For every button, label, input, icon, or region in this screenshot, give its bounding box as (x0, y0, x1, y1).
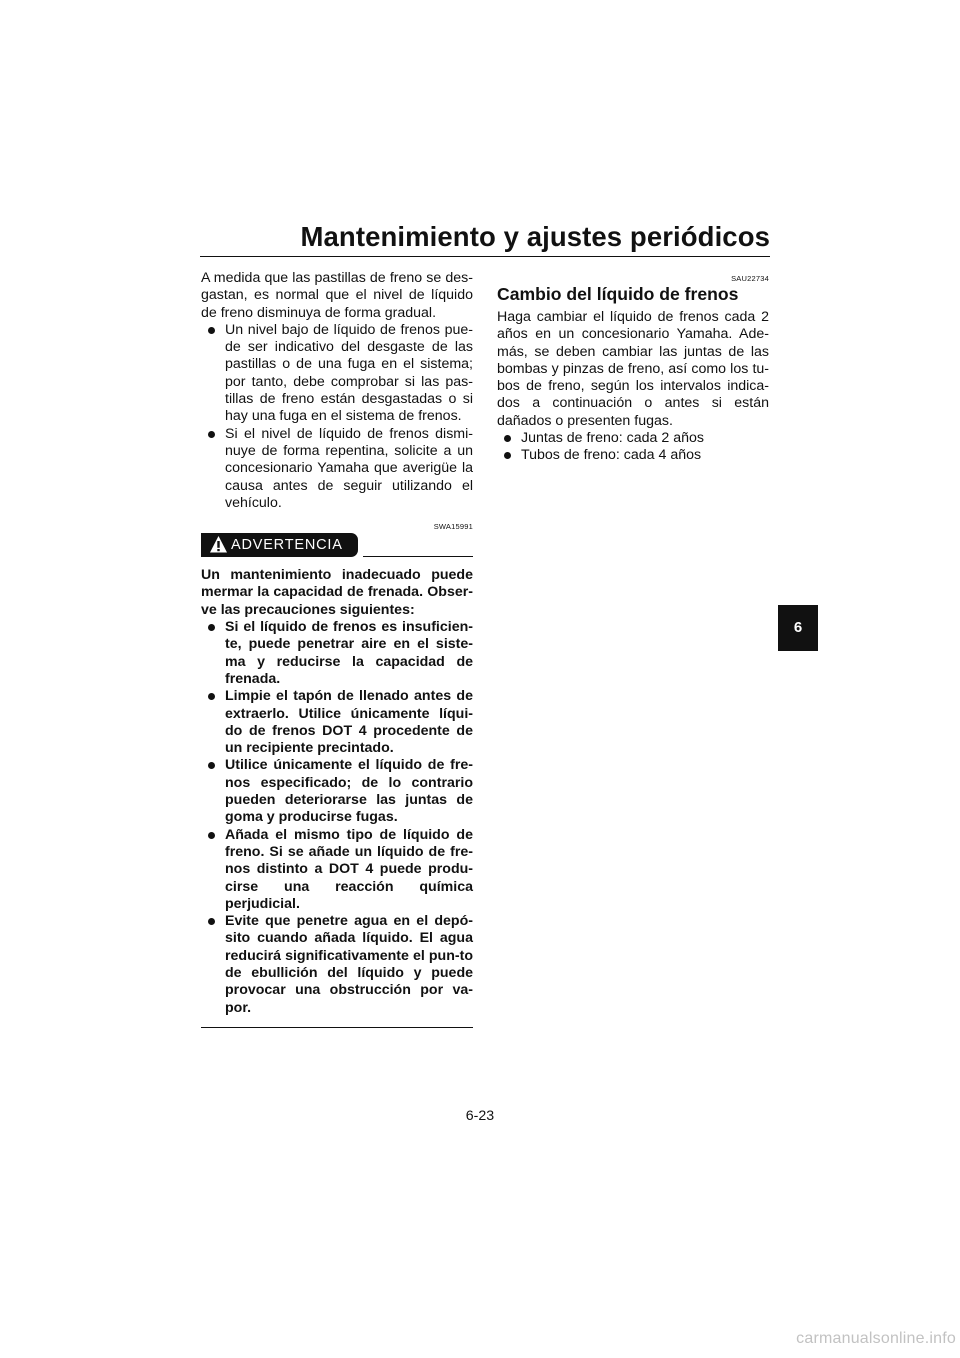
bullet-icon (504, 435, 511, 442)
warning-bottom-rule (201, 1027, 473, 1028)
bullet-icon (208, 431, 215, 438)
level-bullet-list (201, 322, 473, 512)
warning-item: Limpie el tapón de llenado antes de extraerlo. Utilice únicamente líqui-do de frenos DOT 4 procedente de un recipiente precintado. (201, 688, 473, 757)
section-code: SAU22734 (731, 274, 769, 283)
bullet-icon (208, 918, 215, 925)
bullet-icon (504, 452, 511, 459)
chapter-tab: 6 (778, 605, 818, 651)
intro-paragraph: A medida que las pastillas de freno se des-gastan, es normal que el nivel de líquido de freno disminuya de forma gradual. (201, 270, 473, 321)
page-number: 6-23 (465, 1108, 495, 1124)
replacement-list (497, 430, 769, 465)
warning-badge (201, 533, 358, 557)
header-rule (200, 256, 770, 257)
bullet-icon (208, 832, 215, 839)
warning-item: Utilice únicamente el líquido de fre-nos especificado; de lo contrario pueden deteriorarse las juntas de goma y producirse fugas. (201, 757, 473, 826)
list-item: Un nivel bajo de líquido de frenos pue-de ser indicativo del desgaste de las pastillas o de una fuga en el sistema; por tanto, debe comprobar si las pas-tillas de freno están desgastadas o si hay una fuga en el sistema de frenos. (201, 322, 473, 426)
warning-item: Añada el mismo tipo de líquido de freno. Si se añade un líquido de fre-nos distinto a DOT 4 puede produ-cirse una reacción química perjudicial. (201, 827, 473, 913)
warning-list (201, 619, 473, 1017)
watermark: carmanualsonline.info (796, 1330, 956, 1347)
warning-code: SWA15991 (433, 522, 473, 532)
bullet-icon (208, 693, 215, 700)
section-title: Cambio del líquido de frenos (497, 284, 739, 304)
right-column (497, 270, 769, 465)
warning-label: ADVERTENCIA (231, 537, 343, 554)
section-body: Haga cambiar el líquido de frenos cada 2 años en un concesionario Yamaha. Ade-más, se deben cambiar las juntas de las bombas y pinzas de freno, así como los tu-bos de freno, según los intervalos indica-dos a continuación o antes si están dañados o presenten fugas. (497, 309, 769, 429)
warning-item: Si el líquido de frenos es insuficien-te, puede penetrar aire en el siste-ma y reducirse la capacidad de frenada. (201, 619, 473, 688)
list-item: Tubos de freno: cada 4 años (497, 447, 769, 464)
list-item: Si el nivel de líquido de frenos dismi-nuye de forma repentina, solicite a un concesionario Yamaha que averigüe la causa antes de seguir utilizando el vehículo. (201, 426, 473, 512)
page-title: Mantenimiento y ajustes periódicos (300, 221, 770, 252)
bullet-icon (208, 327, 215, 334)
warning-icon (209, 535, 228, 554)
list-item: Juntas de freno: cada 2 años (497, 430, 769, 447)
warning-body (201, 567, 473, 1017)
warning-header (201, 533, 473, 559)
warning-rule (363, 556, 473, 557)
bullet-icon (208, 762, 215, 769)
bullet-icon (208, 624, 215, 631)
warning-intro: Un mantenimiento inadecuado puede mermar la capacidad de frenada. Obser-ve las precauciones siguientes: (201, 567, 473, 618)
warning-item: Evite que penetre agua en el depó-sito cuando añada líquido. El agua reducirá significativamente el pun-to de ebullición del líquido y puede provocar una obstrucción por va-por. (201, 913, 473, 1017)
left-column (201, 270, 473, 1028)
